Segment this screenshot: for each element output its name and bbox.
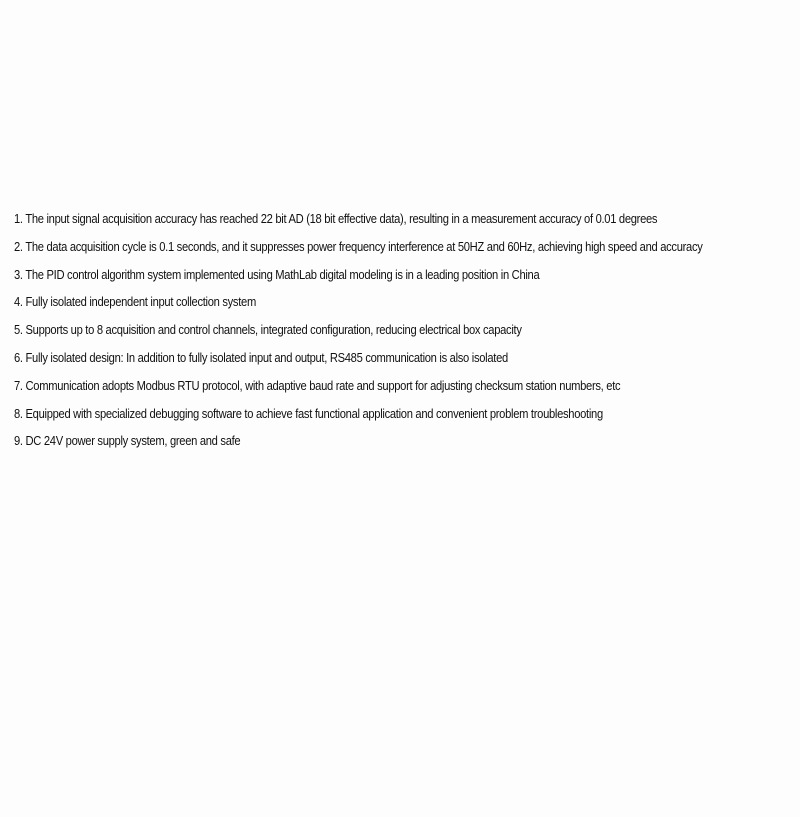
feature-item-9: 9. DC 24V power supply system, green and safe — [14, 433, 241, 449]
feature-item-6: 6. Fully isolated design: In addition to fully isolated input and output, RS485 communication is also isolated — [14, 349, 508, 365]
feature-item-4: 4. Fully isolated independent input collection system — [14, 294, 256, 310]
feature-list — [14, 205, 800, 455]
feature-item-5: 5. Supports up to 8 acquisition and control channels, integrated configuration, reducing electrical box capacity — [14, 322, 522, 338]
feature-item-8: 8. Equipped with specialized debugging software to achieve fast functional application and convenient problem troubleshooting — [14, 405, 603, 421]
feature-item-1: 1. The input signal acquisition accuracy has reached 22 bit AD (18 bit effective data), resulting in a measurement accuracy of 0.01 degrees — [14, 211, 658, 226]
feature-item-3: 3. The PID control algorithm system implemented using MathLab digital modeling is in a leading position in China — [14, 266, 540, 282]
feature-item-2: 2. The data acquisition cycle is 0.1 seconds, and it suppresses power frequency interference at 50HZ and 60Hz, achieving high speed and accuracy — [14, 238, 703, 254]
feature-item-7: 7. Communication adopts Modbus RTU protocol, with adaptive baud rate and support for adjusting checksum station numbers, etc — [14, 377, 621, 393]
